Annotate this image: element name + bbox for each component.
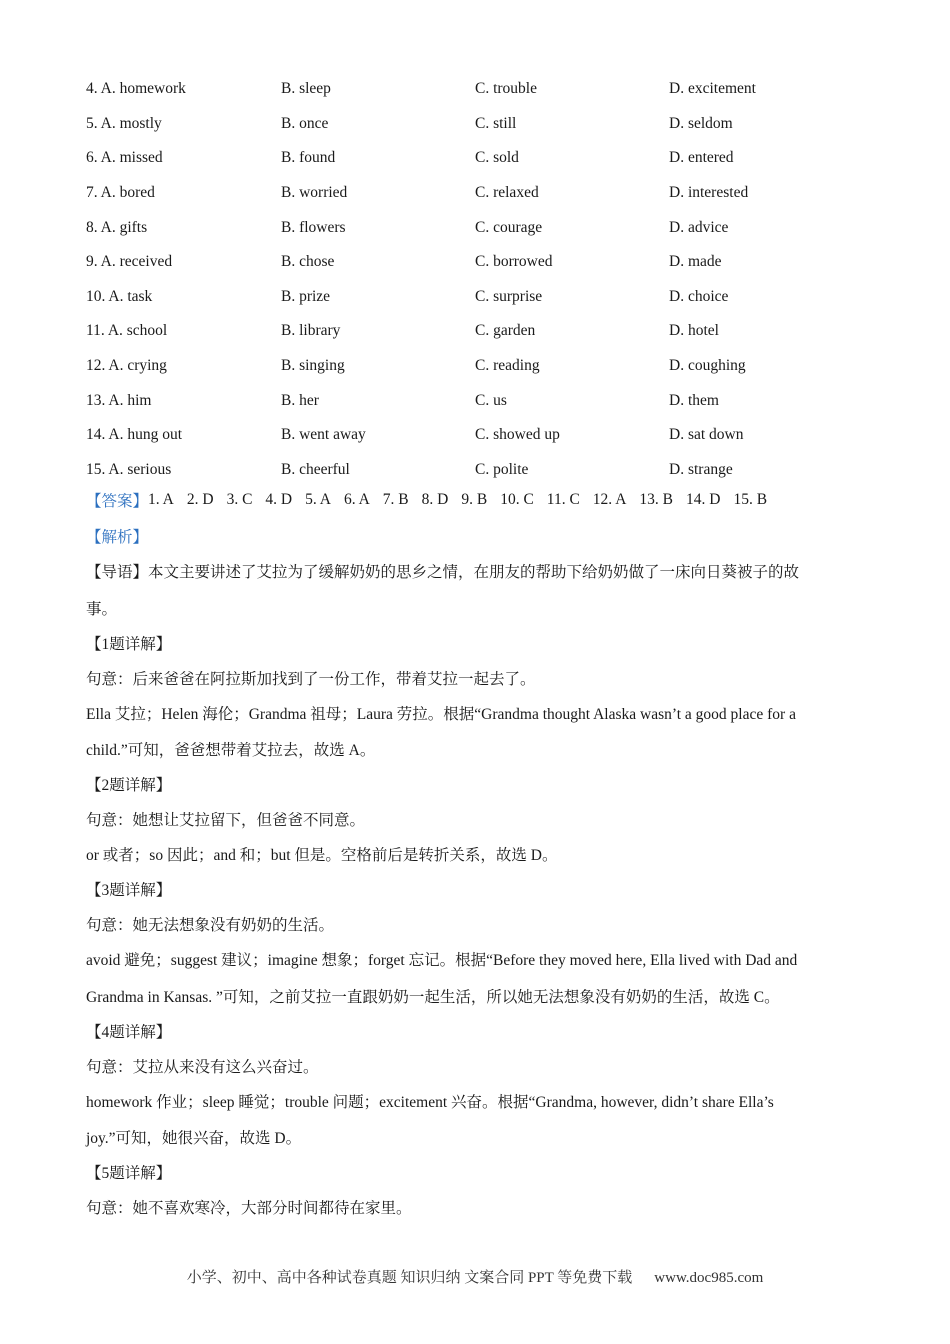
answer-item: 12. A: [592, 491, 627, 508]
answer-item: 10. C: [500, 491, 534, 508]
text-line: 句意：她无法想象没有奶奶的生活。: [86, 917, 335, 934]
answer-item: 1. A: [148, 491, 174, 508]
option-b: B. once: [281, 114, 329, 132]
answer-item: 14. D: [685, 491, 721, 508]
option-d: D. interested: [669, 184, 749, 202]
text-line: 句意：她不喜欢寒冷，大部分时间都待在家里。: [86, 1200, 412, 1217]
option-a: 10. A. task: [86, 287, 153, 305]
answer-item: 13. B: [639, 491, 673, 508]
option-row: [86, 141, 886, 176]
section-heading: 【1题详解】: [86, 635, 172, 653]
answer-item: 4. D: [265, 491, 293, 508]
footer-url: www.doc985.com: [654, 1270, 764, 1286]
option-c: C. trouble: [475, 80, 537, 98]
option-d: D. made: [669, 253, 722, 271]
option-b: B. her: [281, 391, 319, 409]
answer-item: 6. A: [343, 491, 370, 508]
option-d: D. sat down: [669, 426, 744, 444]
text-line: or 或者；so 因此；and 和；but 但是。空格前后是转折关系，故选 D。: [86, 847, 558, 864]
text-line: joy.”可知，她很兴奋，故选 D。: [86, 1130, 302, 1147]
text-line: 【导语】本文主要讲述了艾拉为了缓解奶奶的思乡之情，在朋友的帮助下给奶奶做了一床向日葵被子的故: [86, 564, 800, 581]
option-c: C. courage: [475, 218, 543, 236]
answer-label: 【答案】: [86, 493, 149, 510]
option-c: C. still: [475, 114, 517, 132]
option-b: B. library: [281, 322, 341, 340]
option-row: [86, 176, 886, 211]
option-row: [86, 383, 886, 418]
option-a: 13. A. him: [86, 391, 152, 409]
option-d: D. advice: [669, 218, 729, 236]
option-c: C. sold: [475, 149, 519, 167]
option-c: C. us: [475, 391, 507, 409]
option-row: [86, 349, 886, 384]
option-row: [86, 210, 886, 245]
answer-item: 15. B: [733, 491, 768, 508]
page-footer: [0, 1266, 950, 1287]
text-line: 句意：她想让艾拉留下，但爸爸不同意。: [86, 812, 366, 829]
option-d: D. them: [669, 391, 719, 409]
option-row: [86, 107, 886, 142]
option-b: B. worried: [281, 184, 348, 202]
option-c: C. reading: [475, 357, 540, 375]
option-row: [86, 72, 886, 107]
option-c: C. surprise: [475, 287, 543, 305]
option-d: D. seldom: [669, 114, 733, 132]
option-a: 15. A. serious: [86, 460, 172, 478]
text-line: Ella 艾拉；Helen 海伦；Grandma 祖母；Laura 劳拉。根据“Grandma thought Alaska wasn’t a good place for a: [86, 705, 796, 723]
option-b: B. singing: [281, 357, 345, 375]
option-a: 12. A. crying: [86, 357, 167, 375]
text-line: avoid 避免；suggest 建议；imagine 想象；forget 忘记。根据“Before they moved here, Ella lived with Dad and: [86, 952, 798, 969]
answer-item: 11. C: [546, 491, 580, 508]
answer-key: [86, 486, 780, 514]
text-line: child.”可知，爸爸想带着艾拉去，故选 A。: [86, 742, 376, 759]
option-c: C. borrowed: [475, 253, 553, 271]
option-b: B. cheerful: [281, 460, 350, 478]
option-a: 11. A. school: [86, 322, 168, 340]
option-b: B. prize: [281, 287, 331, 305]
option-d: D. excitement: [669, 80, 756, 98]
analysis-label: 【解析】: [86, 529, 149, 546]
answer-item: 5. A: [305, 491, 331, 508]
text-line: 句意：艾拉从来没有这么兴奋过。: [86, 1058, 319, 1076]
option-c: C. garden: [475, 322, 536, 340]
option-b: B. chose: [281, 253, 335, 271]
footer-text: 小学、初中、高中各种试卷真题 知识归纳 文案合同 PPT 等免费下载: [186, 1270, 633, 1286]
option-d: D. hotel: [669, 322, 719, 340]
option-b: B. found: [281, 149, 336, 167]
answer-item: 9. B: [461, 491, 488, 508]
answer-item: 2. D: [186, 491, 214, 508]
option-a: 14. A. hung out: [86, 426, 183, 444]
option-d: D. entered: [669, 149, 734, 167]
option-a: 6. A. missed: [86, 149, 163, 167]
option-c: C. showed up: [475, 426, 560, 444]
option-a: 5. A. mostly: [86, 114, 162, 132]
option-b: B. sleep: [281, 80, 331, 98]
option-b: B. flowers: [281, 218, 346, 236]
option-c: C. polite: [475, 460, 529, 478]
analysis-body: [86, 520, 876, 1226]
option-b: B. went away: [281, 426, 366, 444]
answer-item: 7. B: [382, 491, 409, 508]
section-heading: 【3题详解】: [86, 882, 172, 899]
answer-item: 3. C: [226, 491, 253, 508]
section-heading: 【2题详解】: [86, 777, 172, 794]
options-table: [86, 72, 886, 487]
option-d: D. choice: [669, 287, 729, 305]
option-d: D. strange: [669, 460, 733, 478]
option-row: [86, 280, 886, 315]
option-a: 7. A. bored: [86, 184, 155, 202]
section-heading: 【4题详解】: [86, 1023, 172, 1041]
option-a: 8. A. gifts: [86, 218, 148, 236]
text-line: 事。: [86, 600, 118, 618]
text-line: 句意：后来爸爸在阿拉斯加找到了一份工作，带着艾拉一起去了。: [86, 670, 536, 688]
option-a: 4. A. homework: [86, 80, 186, 98]
option-row: [86, 245, 886, 280]
section-heading: 【5题详解】: [86, 1165, 172, 1182]
answer-item: 8. D: [421, 491, 449, 508]
option-c: C. relaxed: [475, 184, 539, 202]
text-line: Grandma in Kansas. ”可知，之前艾拉一直跟奶奶一起生活，所以她无法想象没有奶奶的生活，故选 C。: [86, 988, 780, 1006]
option-row: [86, 314, 886, 349]
option-row: [86, 453, 886, 488]
text-line: homework 作业；sleep 睡觉；trouble 问题；excitement 兴奋。根据“Grandma, however, didn’t share Ella’s: [86, 1093, 774, 1111]
option-d: D. coughing: [669, 357, 746, 375]
option-a: 9. A. received: [86, 253, 173, 271]
option-row: [86, 418, 886, 453]
